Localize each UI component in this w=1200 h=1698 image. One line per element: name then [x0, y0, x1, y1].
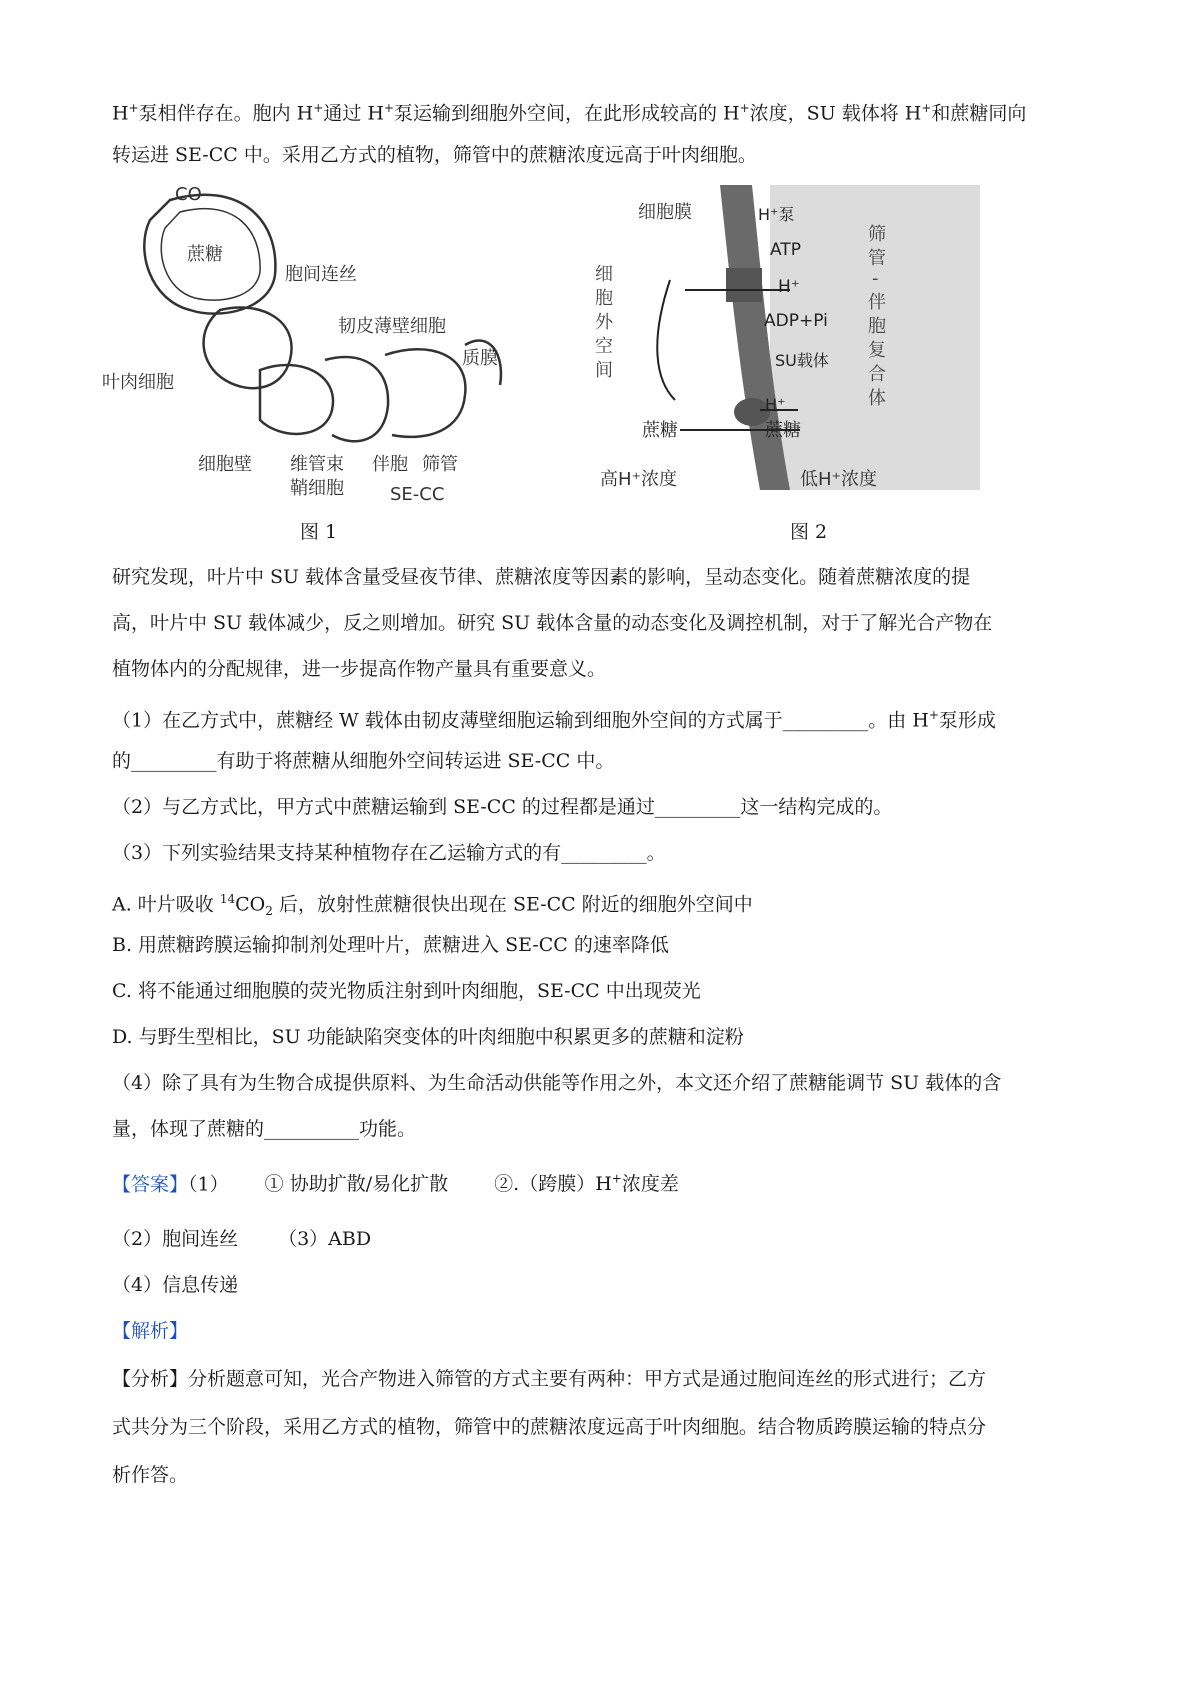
fig1-plasma-membrane: 质膜 — [462, 348, 498, 369]
fig2-high-h: 高H⁺浓度 — [600, 469, 678, 490]
fig2-h-pump: H⁺泵 — [758, 205, 795, 224]
option-c: C. 将不能通过细胞膜的荧光物质注射到叶肉细胞，SE-CC 中出现荧光 — [112, 980, 701, 1002]
body-line-1: 研究发现，叶片中 SU 载体含量受昼夜节律、蔗糖浓度等因素的影响，呈动态变化。随着蔗糖浓度的提 — [112, 566, 971, 588]
fig2-h-plus-2: H⁺ — [765, 395, 786, 414]
svg-text:体: 体 — [868, 388, 886, 409]
question-3: （3）下列实验结果支持某种植物存在乙运输方式的有_________。 — [112, 842, 666, 864]
answer-line-3: （4）信息传递 — [112, 1274, 239, 1296]
figure-1-labels — [102, 180, 580, 540]
fig1-sucrose: 蔗糖 — [187, 244, 223, 265]
fig1-sieve: 筛管 — [422, 454, 458, 475]
svg-text:-: - — [872, 268, 879, 289]
svg-text:胞: 胞 — [868, 316, 886, 337]
fig1-plasmodesmata: 胞间连丝 — [285, 264, 357, 285]
question-1-line-1: （1）在乙方式中，蔗糖经 W 载体由韧皮薄壁细胞运输到细胞外空间的方式属于_________。由 H+泵形成 — [112, 708, 996, 732]
answer-line-2: （2）胞间连丝 （3）ABD — [112, 1228, 372, 1250]
fig1-companion: 伴胞 — [372, 454, 408, 475]
fig2-atp: ATP — [770, 240, 801, 260]
fig1-mesophyll: 叶肉细胞 — [102, 372, 174, 393]
svg-text:筛: 筛 — [868, 224, 886, 245]
svg-text:空: 空 — [595, 336, 613, 357]
fig1-bundle-sheath-1: 维管束 — [290, 454, 344, 475]
intro-line-2: 转运进 SE-CC 中。采用乙方式的植物，筛管中的蔗糖浓度远高于叶肉细胞。 — [112, 144, 757, 166]
fig1-phloem-parenchyma: 韧皮薄壁细胞 — [338, 316, 446, 337]
svg-text:胞: 胞 — [595, 288, 613, 309]
fig2-su-carrier: SU载体 — [775, 351, 829, 370]
analysis-line-3: 析作答。 — [112, 1464, 189, 1486]
figure-2-caption: 图 2 — [790, 521, 828, 543]
analysis-line-1: 【分析】分析题意可知，光合产物进入筛管的方式主要有两种：甲方式是通过胞间连丝的形式进行；乙方 — [112, 1368, 987, 1390]
svg-text:管: 管 — [868, 248, 886, 269]
question-2: （2）与乙方式比，甲方式中蔗糖运输到 SE-CC 的过程都是通过_________这一结构完成的。 — [112, 796, 893, 818]
analysis-line-2: 式共分为三个阶段，采用乙方式的植物，筛管中的蔗糖浓度远高于叶肉细胞。结合物质跨膜运输的特点分 — [112, 1416, 987, 1438]
fig2-h-plus: H⁺ — [778, 277, 800, 297]
svg-text:合: 合 — [868, 364, 886, 385]
fig1-cell-wall: 细胞壁 — [198, 454, 252, 475]
fig2-sucrose-out: 蔗糖 — [642, 420, 678, 441]
question-4-line-2: 量，体现了蔗糖的__________功能。 — [112, 1118, 417, 1140]
intro-line-1: H+泵相伴存在。胞内 H+通过 H+泵运输到细胞外空间，在此形成较高的 H+浓度，SU 载体将 H+和蔗糖同向 — [112, 101, 1027, 125]
fig2-low-h: 低H⁺浓度 — [800, 469, 878, 490]
fig2-inside-label — [868, 224, 886, 409]
svg-text:间: 间 — [595, 360, 613, 381]
fig2-sucrose-in: 蔗糖 — [765, 420, 801, 441]
svg-text:外: 外 — [595, 312, 613, 333]
svg-text:细: 细 — [595, 264, 613, 285]
option-d: D. 与野生型相比，SU 功能缺陷突变体的叶肉细胞中积累更多的蔗糖和淀粉 — [112, 1026, 744, 1048]
option-a: A. 叶片吸收 $^{14}CO_2$ 后，放射性蔗糖很快出现在 SE-CC 附近的细胞外空间中 — [112, 892, 753, 919]
analysis-tag: 【解析】 — [112, 1320, 189, 1342]
question-1-line-2: 的_________有助于将蔗糖从细胞外空间转运进 SE-CC 中。 — [112, 750, 615, 772]
question-4-line-1: （4）除了具有为生物合成提供原料、为生命活动供能等作用之外，本文还介绍了蔗糖能调节 SU 载体的含 — [112, 1072, 1002, 1094]
figure-1-caption: 图 1 — [300, 521, 338, 543]
svg-text:复: 复 — [868, 340, 886, 361]
option-b: B. 用蔗糖跨膜运输抑制剂处理叶片，蔗糖进入 SE-CC 的速率降低 — [112, 934, 669, 956]
fig2-membrane: 细胞膜 — [638, 202, 692, 223]
answer-line-1: 【答案】（1） ① 协助扩散/易化扩散 ②.（跨膜）H+浓度差 — [112, 1172, 679, 1196]
figure-2-labels — [595, 180, 990, 520]
answer-tag: 【答案】 — [112, 1173, 189, 1196]
fig2-adp: ADP+Pi — [764, 311, 828, 331]
fig1-bundle-sheath-2: 鞘细胞 — [290, 478, 344, 499]
body-line-2: 高，叶片中 SU 载体减少，反之则增加。研究 SU 载体含量的动态变化及调控机制，对于了解光合产物在 — [112, 612, 993, 634]
body-line-3: 植物体内的分配规律，进一步提高作物产量具有重要意义。 — [112, 658, 607, 680]
fig1-secc: SE-CC — [390, 484, 445, 505]
fig2-outside-label — [595, 264, 614, 381]
fig1-co2: CO — [175, 184, 202, 205]
svg-text:伴: 伴 — [868, 292, 886, 313]
